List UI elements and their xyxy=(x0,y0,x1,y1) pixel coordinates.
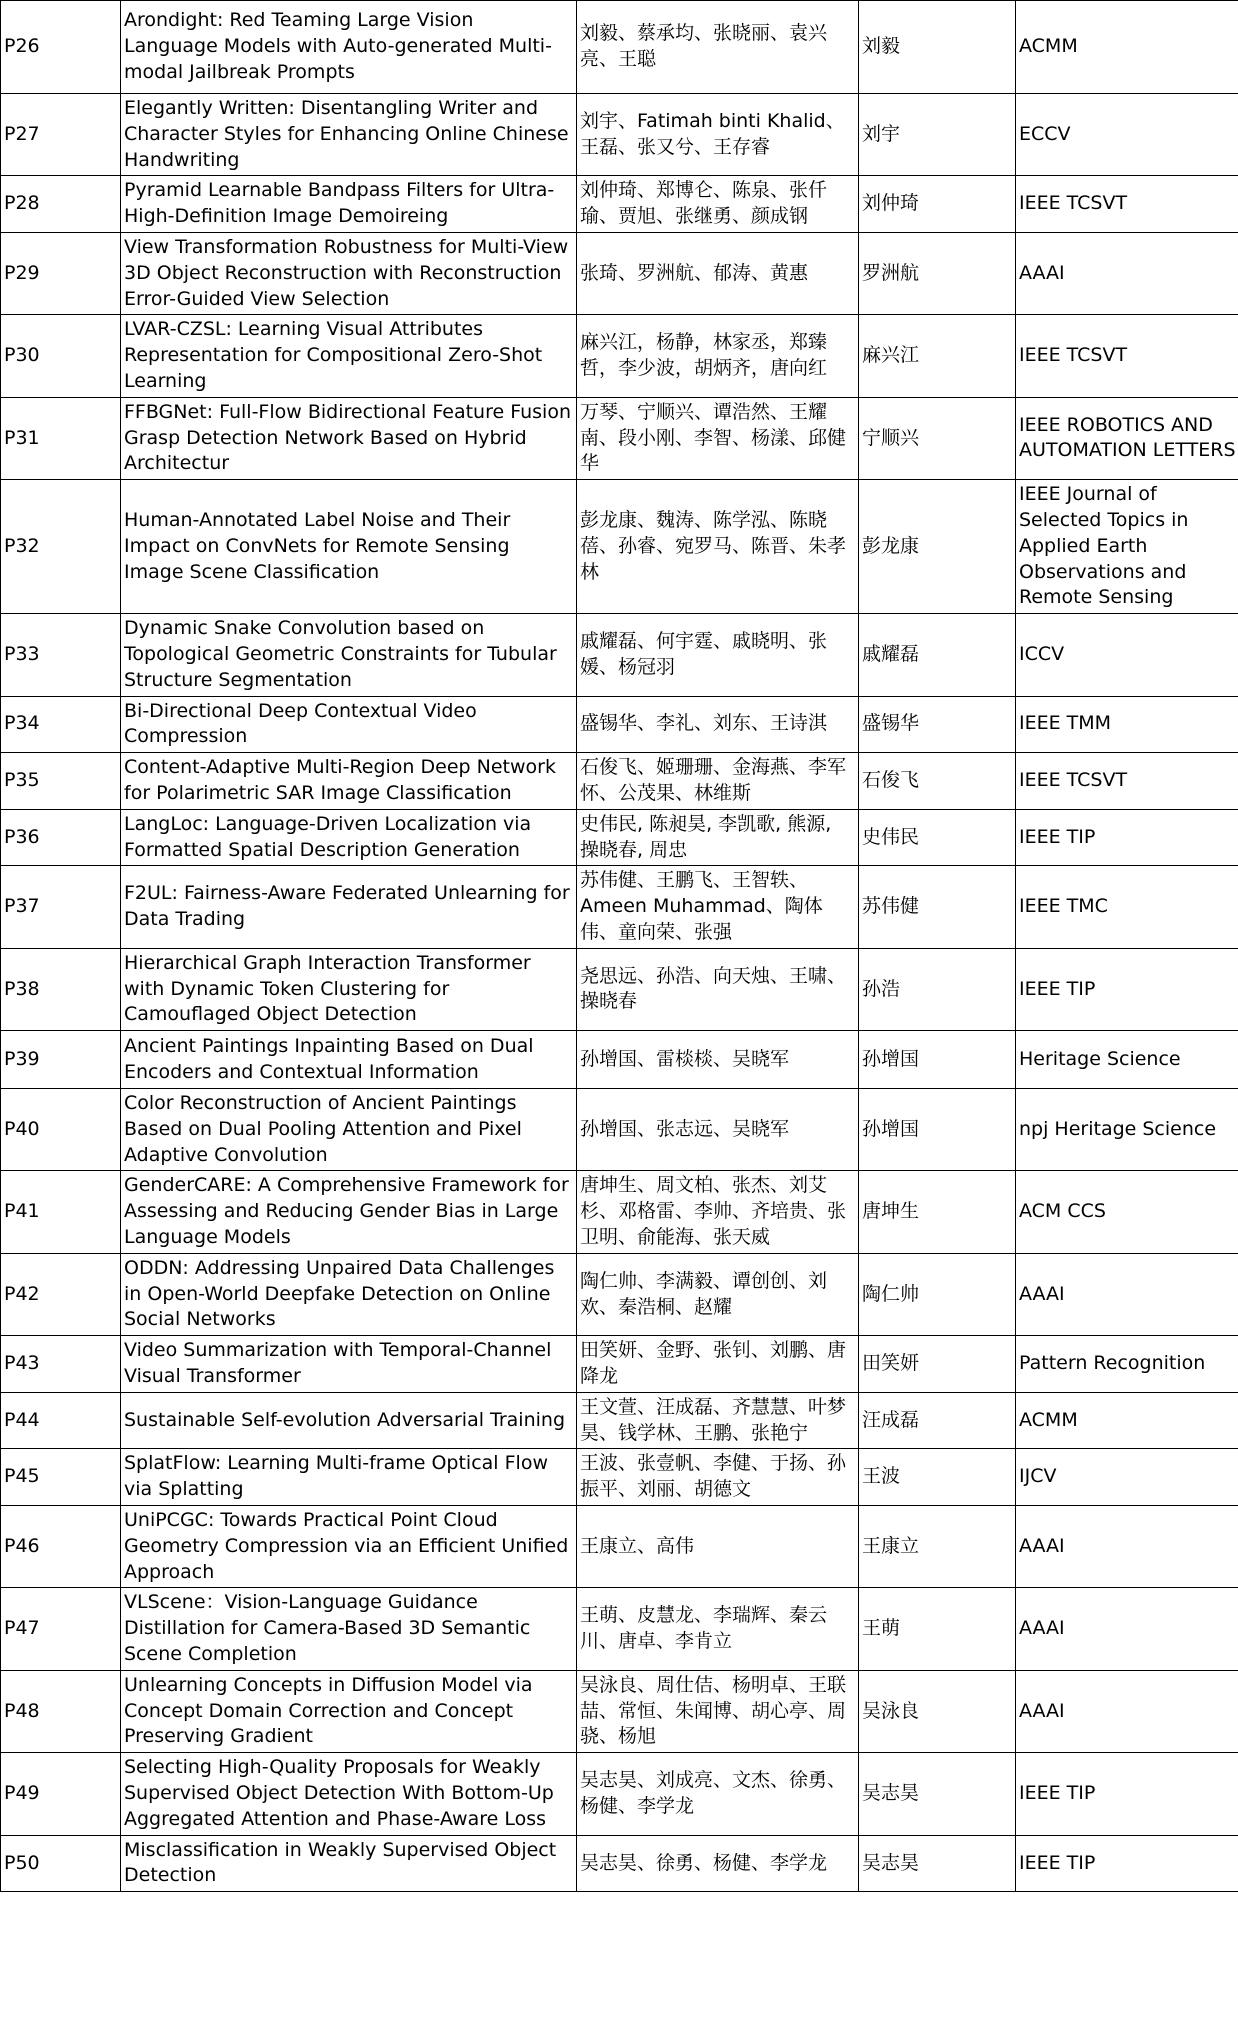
paper-title-cell: SplatFlow: Learning Multi-frame Optical Flow via Splatting xyxy=(121,1449,577,1506)
paper-id-cell: P46 xyxy=(1,1506,121,1588)
venue-cell: AAAI xyxy=(1016,1506,1238,1588)
paper-title-cell: Unlearning Concepts in Diffusion Model via Concept Domain Correction and Concept Preserving Gradient xyxy=(121,1670,577,1752)
paper-authors-cell: 王波、张壹帆、李健、于扬、孙振平、刘丽、胡德文 xyxy=(577,1449,859,1506)
paper-id-cell: P40 xyxy=(1,1089,121,1171)
venue-cell: IEEE TIP xyxy=(1016,1753,1238,1835)
paper-id-cell: P33 xyxy=(1,614,121,696)
paper-authors-cell: 孙增国、雷棪棪、吴晓军 xyxy=(577,1031,859,1089)
corresponding-author-cell: 王萌 xyxy=(859,1588,1016,1670)
paper-authors-cell: 彭龙康、魏涛、陈学泓、陈晓蓓、孙睿、宛罗马、陈晋、朱孝林 xyxy=(577,480,859,614)
corresponding-author-cell: 王波 xyxy=(859,1449,1016,1506)
paper-title-cell: Content-Adaptive Multi-Region Deep Network for Polarimetric SAR Image Classification xyxy=(121,753,577,810)
corresponding-author-cell: 吴泳良 xyxy=(859,1670,1016,1752)
paper-id-cell: P29 xyxy=(1,232,121,314)
table-row xyxy=(1,753,1238,810)
corresponding-author-cell: 彭龙康 xyxy=(859,480,1016,614)
paper-authors-cell: 吴志昊、刘成亮、文杰、徐勇、杨健、李学龙 xyxy=(577,1753,859,1835)
venue-cell: IEEE TMC xyxy=(1016,866,1238,948)
paper-id-cell: P42 xyxy=(1,1253,121,1335)
paper-id-cell: P50 xyxy=(1,1835,121,1892)
corresponding-author-cell: 史伟民 xyxy=(859,809,1016,866)
table-row xyxy=(1,1449,1238,1506)
corresponding-author-cell: 唐坤生 xyxy=(859,1171,1016,1253)
paper-id-cell: P28 xyxy=(1,176,121,233)
table-row xyxy=(1,315,1238,397)
venue-cell: IEEE TMM xyxy=(1016,696,1238,753)
paper-title-cell: Dynamic Snake Convolution based on Topological Geometric Constraints for Tubular Structure Segmentation xyxy=(121,614,577,696)
venue-cell: IEEE TCSVT xyxy=(1016,315,1238,397)
venue-cell: npj Heritage Science xyxy=(1016,1089,1238,1171)
table-row xyxy=(1,480,1238,614)
venue-cell: AAAI xyxy=(1016,1670,1238,1752)
venue-cell: ICCV xyxy=(1016,614,1238,696)
table-row xyxy=(1,809,1238,866)
paper-title-cell: Ancient Paintings Inpainting Based on Dual Encoders and Contextual Information xyxy=(121,1031,577,1089)
paper-title-cell: F2UL: Fairness-Aware Federated Unlearning for Data Trading xyxy=(121,866,577,948)
venue-cell: AAAI xyxy=(1016,1588,1238,1670)
paper-authors-cell: 万琴、宁顺兴、谭浩然、王耀南、段小刚、李智、杨漾、邱健华 xyxy=(577,397,859,479)
corresponding-author-cell: 王康立 xyxy=(859,1506,1016,1588)
table-row xyxy=(1,1392,1238,1449)
paper-id-cell: P27 xyxy=(1,94,121,176)
paper-authors-cell: 唐坤生、周文柏、张杰、刘艾杉、邓格雷、李帅、齐培贵、张卫明、俞能海、张天威 xyxy=(577,1171,859,1253)
paper-id-cell: P48 xyxy=(1,1670,121,1752)
paper-authors-cell: 王文萱、汪成磊、齐慧慧、叶梦昊、钱学林、王鹏、张艳宁 xyxy=(577,1392,859,1449)
venue-cell: ACMM xyxy=(1016,1,1238,94)
paper-authors-cell: 王萌、皮慧龙、李瑞辉、秦云川、唐卓、李肯立 xyxy=(577,1588,859,1670)
venue-cell: AAAI xyxy=(1016,232,1238,314)
paper-title-cell: Selecting High-Quality Proposals for Weakly Supervised Object Detection With Bottom-Up Aggregated Attention and Phase-Aware Loss xyxy=(121,1753,577,1835)
paper-id-cell: P47 xyxy=(1,1588,121,1670)
corresponding-author-cell: 孙增国 xyxy=(859,1031,1016,1089)
table-row xyxy=(1,397,1238,479)
paper-authors-cell: 吴泳良、周仕佶、杨明卓、王联喆、常恒、朱闻博、胡心亭、周骁、杨旭 xyxy=(577,1670,859,1752)
paper-authors-cell: 史伟民, 陈昶昊, 李凯歌, 熊源, 操晓春, 周忠 xyxy=(577,809,859,866)
table-row xyxy=(1,614,1238,696)
paper-title-cell: Pyramid Learnable Bandpass Filters for Ultra-High-Definition Image Demoireing xyxy=(121,176,577,233)
corresponding-author-cell: 盛锡华 xyxy=(859,696,1016,753)
venue-cell: ACM CCS xyxy=(1016,1171,1238,1253)
paper-id-cell: P30 xyxy=(1,315,121,397)
paper-authors-cell: 戚耀磊、何宇霆、戚晓明、张媛、杨冠羽 xyxy=(577,614,859,696)
table-row xyxy=(1,1670,1238,1752)
paper-authors-cell: 吴志昊、徐勇、杨健、李学龙 xyxy=(577,1835,859,1892)
table-row xyxy=(1,1588,1238,1670)
paper-authors-cell: 尧思远、孙浩、向天烛、王啸、操晓春 xyxy=(577,948,859,1030)
venue-cell: IEEE TIP xyxy=(1016,809,1238,866)
corresponding-author-cell: 苏伟健 xyxy=(859,866,1016,948)
paper-authors-cell: 刘毅、蔡承均、张晓丽、袁兴亮、王聪 xyxy=(577,1,859,94)
venue-cell: AAAI xyxy=(1016,1253,1238,1335)
paper-id-cell: P26 xyxy=(1,1,121,94)
venue-cell: Heritage Science xyxy=(1016,1031,1238,1089)
paper-authors-cell: 盛锡华、李礼、刘东、王诗淇 xyxy=(577,696,859,753)
corresponding-author-cell: 孙增国 xyxy=(859,1089,1016,1171)
paper-id-cell: P31 xyxy=(1,397,121,479)
corresponding-author-cell: 汪成磊 xyxy=(859,1392,1016,1449)
paper-authors-cell: 孙增国、张志远、吴晓军 xyxy=(577,1089,859,1171)
paper-authors-cell: 麻兴江，杨静，林家丞，郑臻哲，李少波，胡炳齐，唐向红 xyxy=(577,315,859,397)
paper-title-cell: Bi-Directional Deep Contextual Video Compression xyxy=(121,696,577,753)
table-row xyxy=(1,1753,1238,1835)
paper-id-cell: P38 xyxy=(1,948,121,1030)
table-row xyxy=(1,866,1238,948)
table-row xyxy=(1,948,1238,1030)
table-row xyxy=(1,1089,1238,1171)
paper-authors-cell: 田笑妍、金野、张钊、刘鹏、唐降龙 xyxy=(577,1336,859,1393)
table-row xyxy=(1,232,1238,314)
paper-title-cell: Color Reconstruction of Ancient Paintings Based on Dual Pooling Attention and Pixel Adaptive Convolution xyxy=(121,1089,577,1171)
paper-authors-cell: 苏伟健、王鹏飞、王智轶、Ameen Muhammad、陶体伟、童向荣、张强 xyxy=(577,866,859,948)
paper-title-cell: Sustainable Self-evolution Adversarial Training xyxy=(121,1392,577,1449)
paper-id-cell: P45 xyxy=(1,1449,121,1506)
paper-id-cell: P44 xyxy=(1,1392,121,1449)
corresponding-author-cell: 吴志昊 xyxy=(859,1835,1016,1892)
corresponding-author-cell: 罗洲航 xyxy=(859,232,1016,314)
venue-cell: IEEE Journal of Selected Topics in Applied Earth Observations and Remote Sensing xyxy=(1016,480,1238,614)
paper-authors-cell: 王康立、高伟 xyxy=(577,1506,859,1588)
table-row xyxy=(1,1,1238,94)
corresponding-author-cell: 刘毅 xyxy=(859,1,1016,94)
paper-title-cell: Arondight: Red Teaming Large Vision Language Models with Auto-generated Multi-modal Jailbreak Prompts xyxy=(121,1,577,94)
paper-authors-cell: 刘宇、Fatimah binti Khalid、 王磊、张又兮、王存睿 xyxy=(577,94,859,176)
table-row xyxy=(1,1253,1238,1335)
paper-id-cell: P36 xyxy=(1,809,121,866)
paper-title-cell: View Transformation Robustness for Multi-View 3D Object Reconstruction with Reconstruction Error-Guided View Selection xyxy=(121,232,577,314)
paper-authors-cell: 石俊飞、姬珊珊、金海燕、李军怀、公茂果、林维斯 xyxy=(577,753,859,810)
corresponding-author-cell: 麻兴江 xyxy=(859,315,1016,397)
venue-cell: ECCV xyxy=(1016,94,1238,176)
venue-cell: IEEE TIP xyxy=(1016,1835,1238,1892)
paper-title-cell: UniPCGC: Towards Practical Point Cloud Geometry Compression via an Efficient Unified Approach xyxy=(121,1506,577,1588)
corresponding-author-cell: 刘宇 xyxy=(859,94,1016,176)
paper-id-cell: P49 xyxy=(1,1753,121,1835)
venue-cell: IEEE ROBOTICS AND AUTOMATION LETTERS xyxy=(1016,397,1238,479)
paper-id-cell: P43 xyxy=(1,1336,121,1393)
venue-cell: IEEE TCSVT xyxy=(1016,753,1238,810)
corresponding-author-cell: 田笑妍 xyxy=(859,1336,1016,1393)
table-row xyxy=(1,696,1238,753)
paper-id-cell: P34 xyxy=(1,696,121,753)
paper-id-cell: P37 xyxy=(1,866,121,948)
corresponding-author-cell: 宁顺兴 xyxy=(859,397,1016,479)
paper-authors-cell: 刘仲琦、郑博仑、陈泉、张仟瑜、贾旭、张继勇、颜成钢 xyxy=(577,176,859,233)
paper-title-cell: Misclassification in Weakly Supervised Object Detection xyxy=(121,1835,577,1892)
paper-title-cell: Human-Annotated Label Noise and Their Impact on ConvNets for Remote Sensing Image Scene Classification xyxy=(121,480,577,614)
paper-id-cell: P35 xyxy=(1,753,121,810)
venue-cell: IJCV xyxy=(1016,1449,1238,1506)
corresponding-author-cell: 吴志昊 xyxy=(859,1753,1016,1835)
paper-title-cell: ODDN: Addressing Unpaired Data Challenges in Open-World Deepfake Detection on Online Social Networks xyxy=(121,1253,577,1335)
table-row xyxy=(1,176,1238,233)
venue-cell: IEEE TIP xyxy=(1016,948,1238,1030)
paper-title-cell: Hierarchical Graph Interaction Transformer with Dynamic Token Clustering for Camouflaged Object Detection xyxy=(121,948,577,1030)
paper-title-cell: LVAR-CZSL: Learning Visual Attributes Representation for Compositional Zero-Shot Learning xyxy=(121,315,577,397)
paper-title-cell: LangLoc: Language-Driven Localization via Formatted Spatial Description Generation xyxy=(121,809,577,866)
corresponding-author-cell: 戚耀磊 xyxy=(859,614,1016,696)
paper-authors-cell: 张琦、罗洲航、郁涛、黄惠 xyxy=(577,232,859,314)
paper-id-cell: P41 xyxy=(1,1171,121,1253)
venue-cell: ACMM xyxy=(1016,1392,1238,1449)
venue-cell: IEEE TCSVT xyxy=(1016,176,1238,233)
table-row xyxy=(1,94,1238,176)
paper-table-body xyxy=(1,1,1238,1892)
table-row xyxy=(1,1336,1238,1393)
corresponding-author-cell: 石俊飞 xyxy=(859,753,1016,810)
corresponding-author-cell: 刘仲琦 xyxy=(859,176,1016,233)
paper-id-cell: P32 xyxy=(1,480,121,614)
corresponding-author-cell: 孙浩 xyxy=(859,948,1016,1030)
paper-title-cell: FFBGNet: Full-Flow Bidirectional Feature Fusion Grasp Detection Network Based on Hybrid Architectur xyxy=(121,397,577,479)
paper-authors-cell: 陶仁帅、李满毅、谭创创、刘欢、秦浩桐、赵耀 xyxy=(577,1253,859,1335)
table-row xyxy=(1,1835,1238,1892)
table-row xyxy=(1,1171,1238,1253)
paper-title-cell: Video Summarization with Temporal-Channel Visual Transformer xyxy=(121,1336,577,1393)
paper-id-cell: P39 xyxy=(1,1031,121,1089)
corresponding-author-cell: 陶仁帅 xyxy=(859,1253,1016,1335)
paper-title-cell: GenderCARE: A Comprehensive Framework for Assessing and Reducing Gender Bias in Large Language Models xyxy=(121,1171,577,1253)
table-row xyxy=(1,1506,1238,1588)
venue-cell: Pattern Recognition xyxy=(1016,1336,1238,1393)
paper-title-cell: Elegantly Written: Disentangling Writer and Character Styles for Enhancing Online Chinese Handwriting xyxy=(121,94,577,176)
table-row xyxy=(1,1031,1238,1089)
paper-title-cell: VLScene：Vision-Language Guidance Distillation for Camera-Based 3D Semantic Scene Completion xyxy=(121,1588,577,1670)
